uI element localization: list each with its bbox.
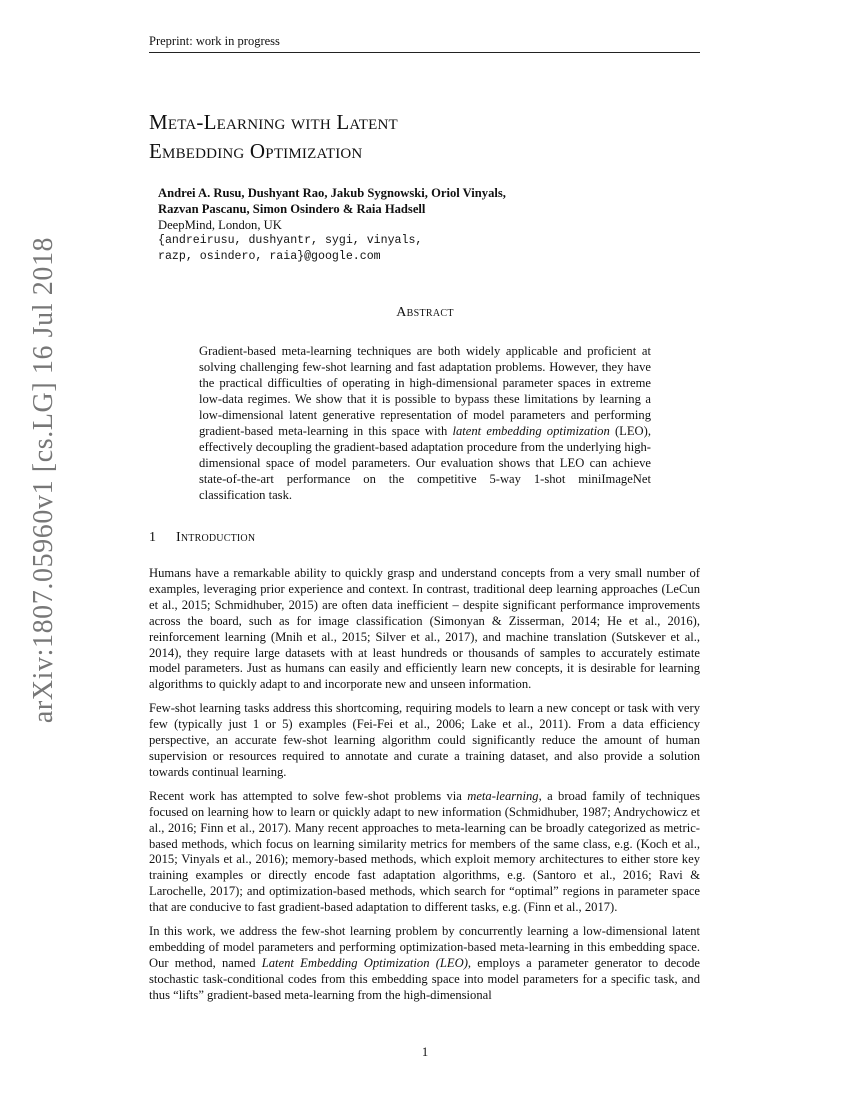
paragraph-4-emphasis: Latent Embedding Optimization (LEO)	[261, 955, 468, 970]
paragraph-3-part-1: Recent work has attempted to solve few-shot problems via	[149, 788, 468, 803]
paper-title	[149, 108, 709, 166]
paragraph-3-part-2: , a broad family of techniques focused on learning how to learn or quickly adapt to new information (Schmidhuber, 1987; Andrychowicz et al., 2016; Finn et al., 2017). Many recent approaches to meta-learning can be broadly categorized as metric-based methods, which focus on learning similarity metrics for members of the same class, e.g. (Koch et al., 2015; Vinyals et al., 2016); memory-based methods, which exploit memory architectures to either store key training examples or directly encode fast adaptation algorithms, e.g. (Santoro et al., 2016; Ravi & Larochelle, 2017); and optimization-based methods, which search for “optimal” regions in parameter space that are conducive to fast gradient-based adaptation to different tasks, e.g. (Finn et al., 2017).	[149, 788, 701, 915]
paragraph-4	[149, 924, 700, 1004]
section-title: Introduction	[176, 530, 256, 545]
author-names-line-1: Andrei A. Rusu, Dushyant Rao, Jakub Sygnowski, Oriol Vinyals,	[158, 186, 506, 200]
paragraph-1: Humans have a remarkable ability to quickly grasp and understand concepts from a very small number of examples, leveraging prior experience and context. In contrast, traditional deep learning approaches (LeCun et al., 2015; Schmidhuber, 2015) are often data inefficient – despite significant performance improvements across the board, such as for image classification (Simonyan & Zisserman, 2014; He et al., 2016), reinforcement learning (Mnih et al., 2015; Silver et al., 2017), and machine translation (Sutskever et al., 2014), they require large datasets with at least hundreds or thousands of samples to accurately estimate model parameters. Just as humans can easily and efficiently learn new concepts, it is desirable for learning algorithms to quickly adapt to and incorporate new and unseen information.	[149, 566, 700, 692]
section-heading-introduction	[149, 530, 255, 546]
abstract-text	[199, 343, 651, 503]
header-rule	[149, 52, 700, 53]
abstract-emphasis: latent embedding optimization	[452, 424, 610, 438]
title-line-2: Embedding Optimization	[149, 139, 363, 163]
author-names-line-2: Razvan Pascanu, Simon Osindero & Raia Hadsell	[158, 202, 426, 216]
arxiv-identifier-stamp	[24, 236, 64, 724]
affiliation: DeepMind, London, UK	[158, 218, 282, 232]
page-number: 1	[421, 1045, 429, 1059]
running-head: Preprint: work in progress	[149, 34, 280, 48]
paragraph-3-emphasis: meta-learning	[467, 788, 539, 803]
email-line-1: {andreirusu, dushyantr, sygi, vinyals,	[158, 234, 423, 247]
paragraph-3	[149, 789, 700, 916]
paragraph-4-part-2: , employs a parameter generator to decode stochastic task-conditional codes from this embedding space into model parameters for a specific task, and thus “lifts” gradient-based meta-learning from the high-dimensional	[149, 955, 700, 1002]
author-block	[158, 185, 718, 265]
arxiv-identifier-text: arXiv:1807.05960v1 [cs.LG] 16 Jul 2018	[28, 236, 59, 724]
paragraph-2: Few-shot learning tasks address this shortcoming, requiring models to learn a new concept or task with very few (typically just 1 or 5) examples (Fei-Fei et al., 2006; Lake et al., 2011). From a data efficiency perspective, an accurate few-shot learning algorithm could significantly reduce the amount of human supervision or resources required to annotate and curate a training dataset, and also provide a solution towards continual learning.	[149, 701, 700, 779]
abstract-heading: Abstract	[396, 305, 454, 320]
abstract-text-part-2: (LEO), effectively decoupling the gradient-based adaptation procedure from the underlying high-dimensional space of model parameters. Our evaluation shows that LEO can achieve state-of-the-art performance on the competitive 5-way 1-shot miniImageNet classification task.	[199, 424, 651, 502]
title-line-1: Meta-Learning with Latent	[149, 110, 398, 134]
section-number: 1	[149, 530, 157, 545]
paragraph-4-part-1: In this work, we address the few-shot learning problem by concurrently learning a low-dimensional latent embedding of model parameters and performing optimization-based meta-learning in this embedding space. Our method, named	[149, 924, 700, 970]
email-line-2: razp, osindero, raia}@google.com	[158, 250, 381, 263]
abstract-text-part-1: Gradient-based meta-learning techniques are both widely applicable and proficient at solving challenging few-shot learning and fast adaptation problems. However, they have the practical difficulties of operating in high-dimensional parameter spaces in extreme low-data regimes. We show that it is possible to bypass these limitations by learning a low-dimensional latent generative representation of model parameters and performing gradient-based meta-learning in this space with	[199, 344, 651, 438]
introduction-body	[149, 566, 700, 1012]
